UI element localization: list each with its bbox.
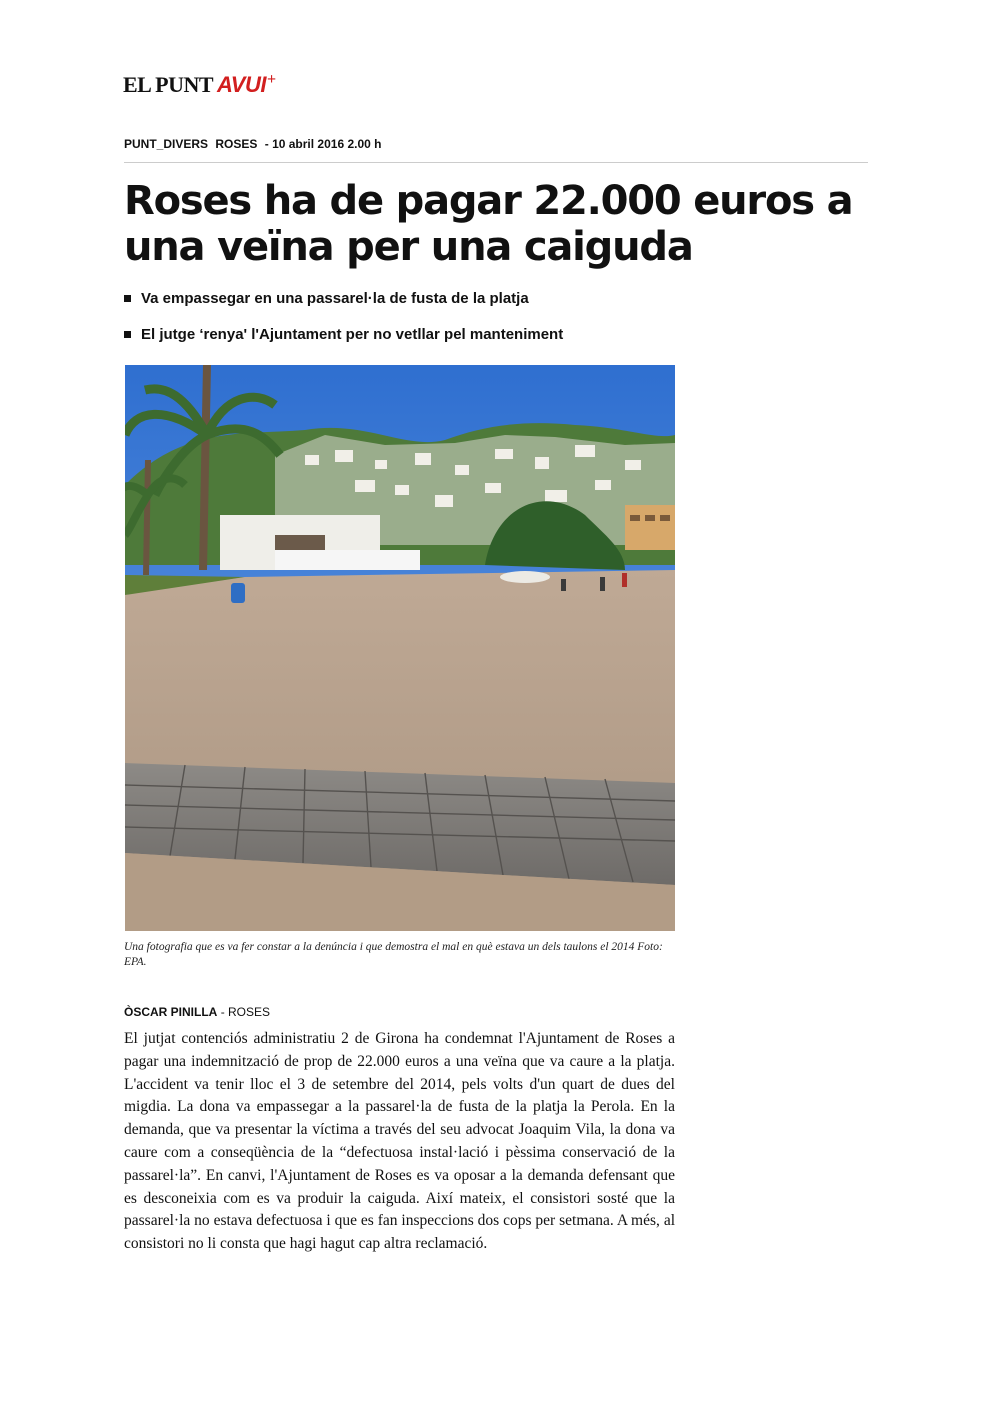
highlight-text: El jutge ‘renya' l'Ajuntament per no vetllar pel manteniment	[141, 325, 564, 343]
article-highlights	[124, 280, 563, 352]
bullet-square-icon	[124, 295, 131, 302]
masthead-logo[interactable]	[123, 72, 276, 100]
masthead-avui: AVUI	[217, 72, 266, 97]
article-headline: Roses ha de pagar 22.000 euros a una veïna per una caiguda	[124, 178, 853, 270]
masthead-plus: +	[266, 71, 276, 88]
author-name[interactable]: ÒSCAR PINILLA	[124, 1005, 218, 1019]
bullet-square-icon	[124, 331, 131, 338]
beach-boardwalk-photo	[125, 365, 675, 931]
photo-caption: Una fotografia que es va fer constar a la denúncia i que demostra el mal en què estava un dels taulons el 2014 Foto: EPA.	[124, 941, 663, 968]
highlight-item	[124, 280, 563, 316]
byline-location: - ROSES	[220, 1005, 271, 1019]
highlight-item	[124, 316, 563, 352]
byline	[124, 1005, 270, 1019]
highlight-text: Va empassegar en una passarel·la de fusta de la platja	[141, 289, 529, 307]
article-photo	[125, 365, 675, 931]
section-label[interactable]: PUNT_DIVERS	[124, 137, 209, 151]
publish-date: - 10 abril 2016 2.00 h	[264, 137, 382, 151]
header-divider	[124, 162, 868, 163]
location-label[interactable]: ROSES	[215, 137, 258, 151]
article-meta	[124, 137, 385, 151]
masthead-el-punt: EL PUNT	[123, 72, 214, 97]
article-body: El jutjat contenciós administratiu 2 de Girona ha condemnat l'Ajuntament de Roses a pagar una indemnització de prop de 22.000 euros a una veïna que va caure a la platja. L'accident va tenir lloc el 3 de setembre del 2014, pels volts d'un quart de dues del migdia. La dona va empassegar a la passarel·la de fusta de la platja la Perola. En la demanda, que va presentar la víctima a través del seu advocat Joaquim Vila, la dona va caure com a conseqüència de la “defectuosa instal·lació i pèssima conservació de la passarel·la”. En canvi, l'Ajuntament de Roses es va oposar a la demanda defensant que es desconeixia com es va produir la caiguda. Així mateix, el consistori sosté que la passarel·la no estava defectuosa i que es fan inspeccions dos cops per setmana. A més, al consistori no li consta que hagi hagut cap altra reclamació.	[124, 1030, 675, 1253]
